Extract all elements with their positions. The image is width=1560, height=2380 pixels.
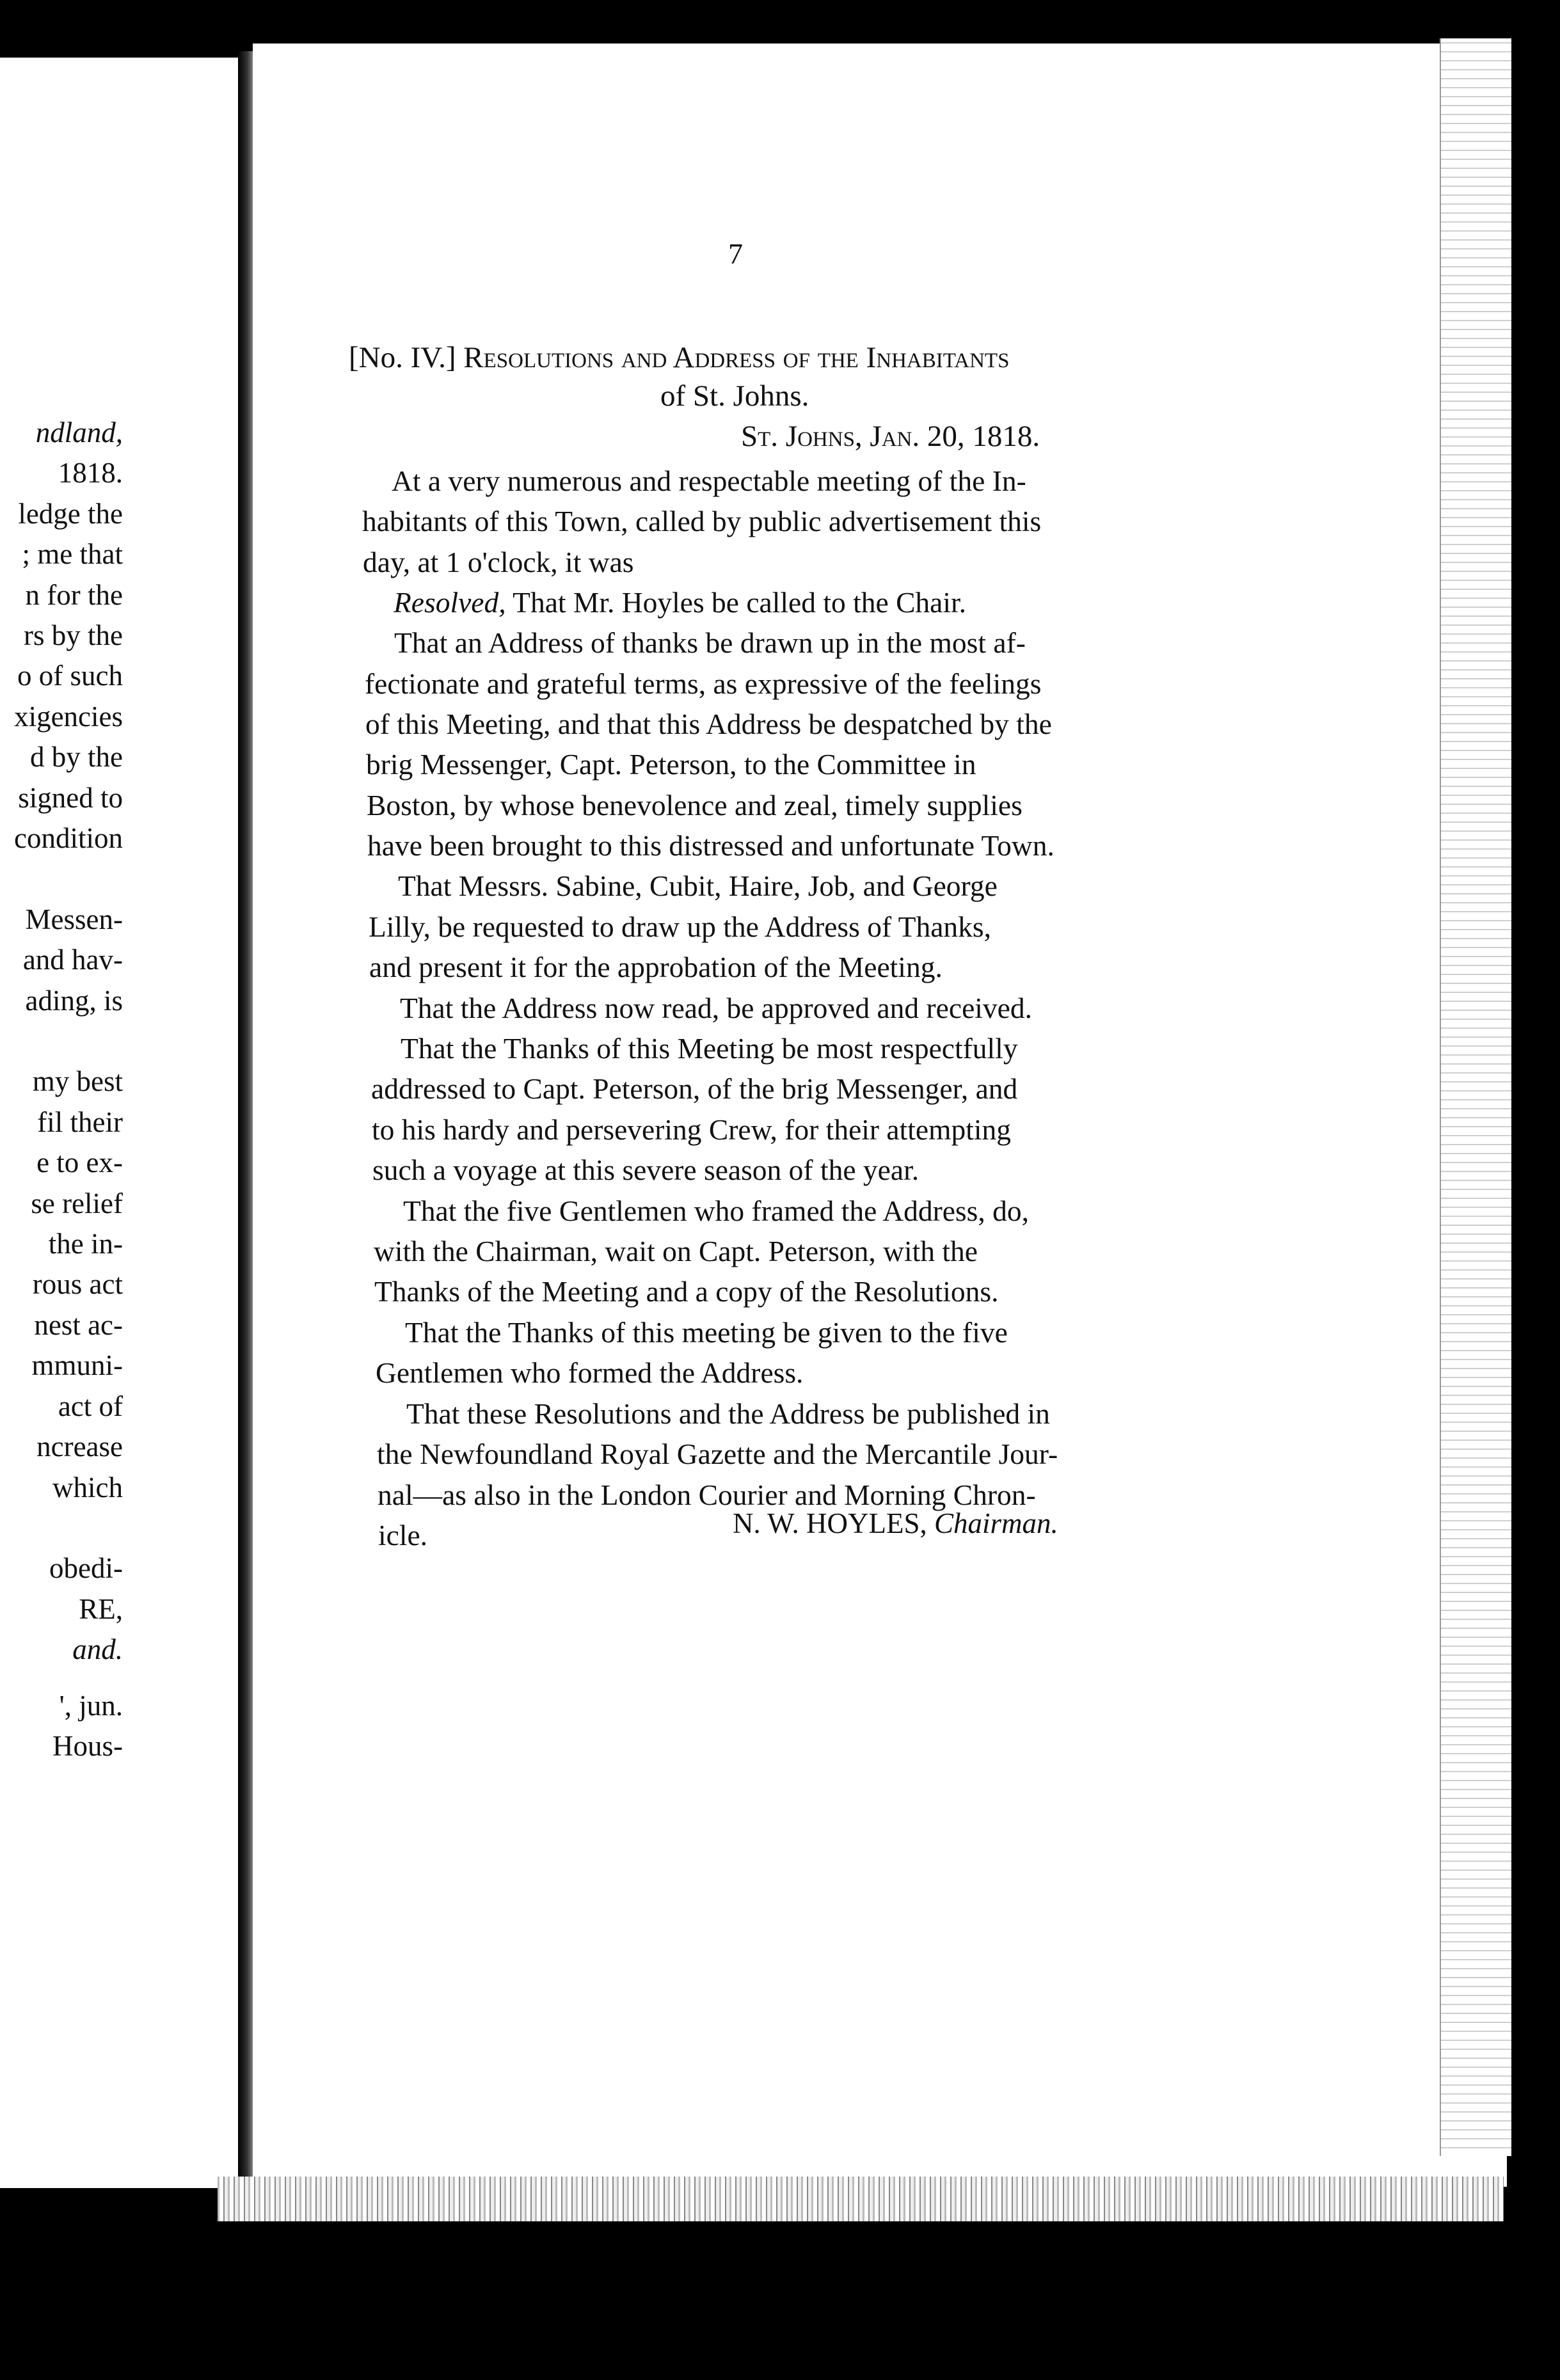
- body-line: icle.: [378, 1519, 428, 1551]
- left-page-line: ', jun.: [59, 1690, 123, 1722]
- left-page-line: mmuni-: [31, 1349, 123, 1381]
- left-page-line: ; me that: [22, 538, 123, 570]
- page-edge-right: [1440, 38, 1511, 2156]
- body-line: the Newfoundland Royal Gazette and the Mercantile Jour-: [377, 1438, 1058, 1470]
- left-page-line: RE,: [79, 1593, 123, 1625]
- body-line: Thanks of the Meeting and a copy of the Resolutions.: [374, 1275, 999, 1308]
- heading-line-1: [349, 340, 1009, 375]
- signature-name: N. W. HOYLES,: [733, 1507, 927, 1539]
- body-line: Resolved, That Mr. Hoyles be called to the Chair.: [394, 586, 967, 619]
- body-line: That the Thanks of this meeting be given to the five: [405, 1316, 1008, 1349]
- left-page-line: fil their: [37, 1106, 123, 1138]
- body-line: That an Address of thanks be drawn up in the most af-: [394, 626, 1026, 659]
- heading-number: [No. IV.]: [349, 341, 456, 374]
- body-line: nal—as also in the London Courier and Morning Chron-: [378, 1479, 1036, 1511]
- left-page-line: condition: [14, 822, 123, 854]
- left-page-line: rous act: [32, 1268, 123, 1300]
- left-page-line: 1818.: [58, 457, 123, 489]
- left-page-line: xigencies: [14, 701, 123, 733]
- dateline: St. Johns, Jan. 20, 1818.: [741, 420, 1040, 453]
- page-number: 7: [728, 237, 743, 270]
- left-page-line: ledge the: [18, 498, 123, 530]
- body-line: fectionate and grateful terms, as expressive of the feelings: [365, 667, 1042, 700]
- heading-title: Resolutions and Address of the Inhabitants: [463, 341, 1010, 374]
- body-line: addressed to Capt. Peterson, of the brig Messenger, and: [371, 1072, 1018, 1105]
- book-gutter: [238, 51, 253, 2188]
- left-page-line: n for the: [25, 579, 123, 611]
- body-line: That the five Gentlemen who framed the Address, do,: [403, 1194, 1029, 1227]
- left-page-line: the in-: [48, 1228, 123, 1260]
- body-line: At a very numerous and respectable meeting of the In-: [392, 464, 1026, 497]
- heading-line-2: of St. Johns.: [660, 379, 809, 413]
- left-page-line: Hous-: [52, 1730, 123, 1762]
- signature: [733, 1507, 1058, 1540]
- body-line: such a voyage at this severe season of the year.: [372, 1154, 919, 1186]
- body-line: Boston, by whose benevolence and zeal, timely supplies: [367, 789, 1023, 821]
- left-page-line: obedi-: [49, 1552, 123, 1584]
- body-line: That the Address now read, be approved and received.: [400, 992, 1032, 1024]
- left-page-line: rs by the: [24, 619, 123, 651]
- left-page-line: signed to: [18, 782, 123, 814]
- body-line: Lilly, be requested to draw up the Address of Thanks,: [369, 910, 991, 943]
- body-line: That the Thanks of this Meeting be most respectfully: [401, 1032, 1018, 1065]
- body-line: of this Meeting, and that this Address be despatched by the: [365, 708, 1052, 740]
- body-line: That Messrs. Sabine, Cubit, Haire, Job, and George: [398, 869, 998, 902]
- signature-role: Chairman.: [934, 1507, 1058, 1539]
- left-page-line: nest ac-: [34, 1309, 123, 1341]
- left-page: [0, 58, 238, 2188]
- left-page-line: ncrease: [36, 1431, 123, 1463]
- page-edge-bottom: [218, 2177, 1504, 2221]
- left-page-line: o of such: [17, 660, 123, 692]
- body-line: That these Resolutions and the Address be published in: [406, 1397, 1050, 1430]
- body-line: brig Messenger, Capt. Peterson, to the Committee in: [366, 748, 976, 781]
- left-page-line: and.: [72, 1633, 123, 1665]
- body-line: day, at 1 o'clock, it was: [363, 546, 634, 578]
- left-page-line: e to ex-: [36, 1146, 123, 1178]
- body-line: with the Chairman, wait on Capt. Peterson, with the: [374, 1235, 978, 1267]
- body-line: to his hardy and persevering Crew, for their attempting: [372, 1113, 1012, 1146]
- left-page-line: and hav-: [22, 944, 123, 976]
- body-line: Gentlemen who formed the Address.: [376, 1356, 804, 1389]
- body-line: have been brought to this distressed and unfortunate Town.: [367, 829, 1055, 862]
- left-page-line: se relief: [31, 1187, 123, 1219]
- body-line: habitants of this Town, called by public advertisement this: [362, 505, 1042, 537]
- left-page-line: Messen-: [25, 903, 123, 935]
- left-page-line: d by the: [30, 741, 123, 773]
- left-page-line: ndland,: [35, 416, 123, 448]
- body-line: and present it for the approbation of the Meeting.: [369, 951, 943, 983]
- left-page-line: ading, is: [25, 985, 123, 1017]
- left-page-line: which: [52, 1472, 123, 1503]
- left-page-line: act of: [58, 1390, 123, 1422]
- left-page-line: my best: [32, 1065, 123, 1097]
